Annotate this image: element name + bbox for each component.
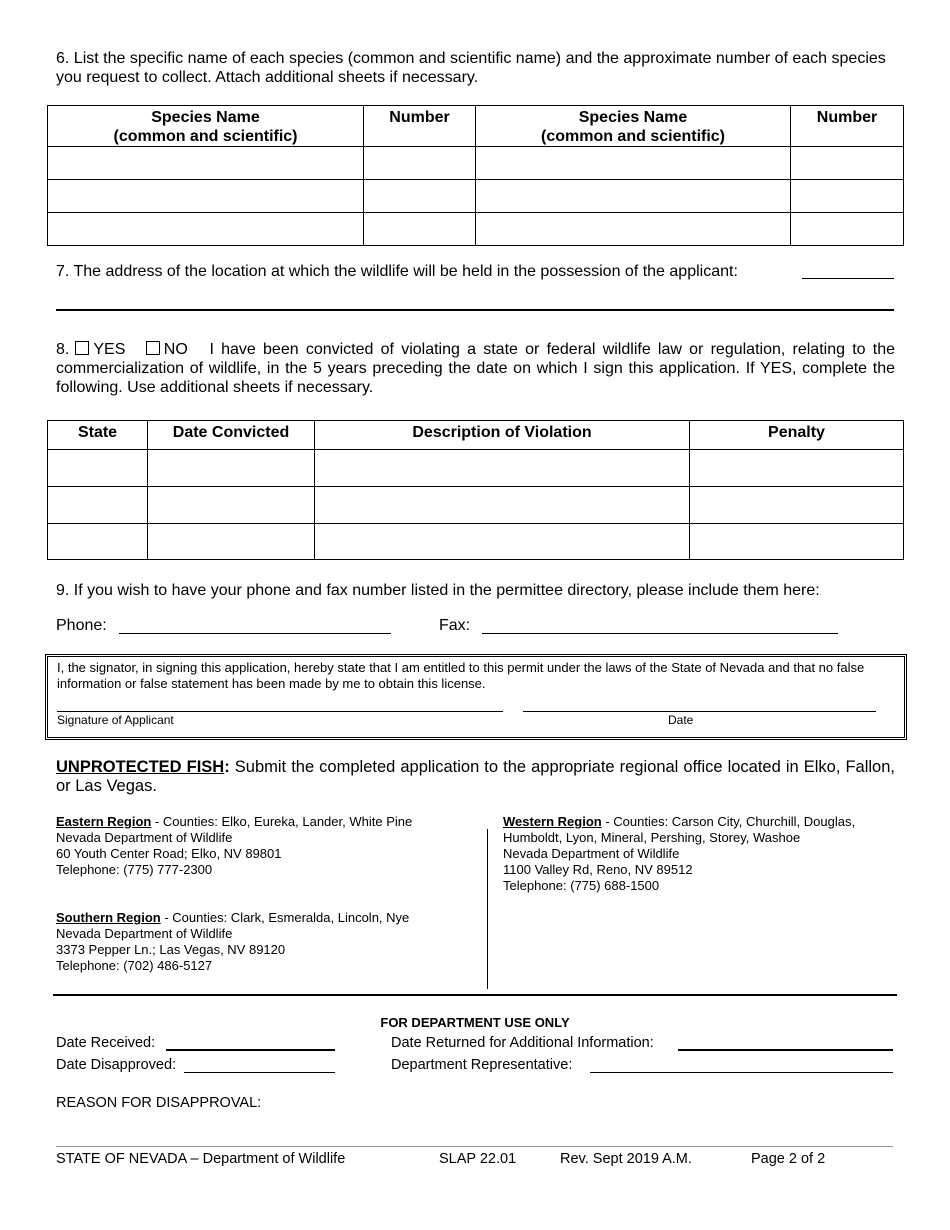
unprotected-fish-text: Submit the completed application to the appropriate regional office located in Elko, Fallon, or Las Vegas. <box>56 758 895 795</box>
reason-label: REASON FOR DISAPPROVAL: <box>56 1095 262 1111</box>
signature-field[interactable] <box>57 711 503 712</box>
signature-box <box>45 654 907 740</box>
footer-page-number: Page 2 of 2 <box>751 1151 826 1167</box>
western-region <box>503 814 898 894</box>
western-region-line: Nevada Department of Wildlife <box>503 846 680 861</box>
date-returned-label: Date Returned for Additional Information: <box>391 1035 654 1051</box>
footer-agency: STATE OF NEVADA – Department of Wildlife <box>56 1151 346 1167</box>
unprotected-fish-colon: : <box>224 758 230 776</box>
eastern-region-name: Eastern Region <box>56 814 152 829</box>
date-cell[interactable] <box>148 524 315 560</box>
description-cell[interactable] <box>315 487 690 524</box>
number-cell[interactable] <box>364 213 476 246</box>
phone-label: Phone: <box>56 617 107 634</box>
date-returned-field[interactable] <box>678 1049 893 1051</box>
date-disapproved-field[interactable] <box>184 1072 335 1073</box>
unprotected-fish-paragraph <box>56 758 895 796</box>
signature-statement: I, the signator, in signing this application, hereby state that I am entitled to this permit under the laws of the State of Nevada and that no false information or false statement has been made by me to obtain this license. <box>57 660 865 691</box>
footer-rule <box>56 1146 893 1147</box>
southern-region-name: Southern Region <box>56 910 161 925</box>
southern-region-counties: - Counties: Clark, Esmeralda, Lincoln, Nye <box>160 910 410 925</box>
number-cell[interactable] <box>791 213 904 246</box>
yes-checkbox[interactable] <box>75 341 89 355</box>
eastern-region-address: 60 Youth Center Road; Elko, NV 89801 <box>56 846 282 861</box>
date-received-label: Date Received: <box>56 1035 156 1051</box>
section-divider <box>53 994 897 996</box>
number-header-2: Number <box>791 106 904 147</box>
convictions-table <box>47 420 904 560</box>
eastern-region-phone: Telephone: (775) 777-2300 <box>56 862 213 877</box>
address-field-line-2[interactable] <box>56 309 894 311</box>
penalty-header: Penalty <box>690 421 904 450</box>
state-cell[interactable] <box>48 487 148 524</box>
q8-number: 8. <box>56 341 70 358</box>
number-cell[interactable] <box>791 180 904 213</box>
date-cell[interactable] <box>148 450 315 487</box>
western-region-address: 1100 Valley Rd, Reno, NV 89512 <box>503 862 693 877</box>
address-field-line[interactable] <box>802 278 894 279</box>
species-cell[interactable] <box>48 147 364 180</box>
fax-field[interactable] <box>482 633 838 634</box>
species-cell[interactable] <box>476 180 791 213</box>
eastern-region <box>56 814 476 878</box>
date-disapproved-label: Date Disapproved: <box>56 1057 177 1073</box>
signature-date-label: Date <box>668 713 694 727</box>
species-name-header-1: Species Name (common and scientific) <box>48 106 364 147</box>
state-cell[interactable] <box>48 524 148 560</box>
penalty-cell[interactable] <box>690 524 904 560</box>
species-cell[interactable] <box>476 213 791 246</box>
question-8-text <box>56 340 895 397</box>
signature-date-field[interactable] <box>523 711 876 712</box>
description-cell[interactable] <box>315 450 690 487</box>
footer-revision: Rev. Sept 2019 A.M. <box>560 1151 692 1167</box>
number-cell[interactable] <box>364 147 476 180</box>
signature-label: Signature of Applicant <box>57 713 174 727</box>
table-row <box>48 450 904 487</box>
unprotected-fish-title: UNPROTECTED FISH <box>56 758 225 776</box>
penalty-cell[interactable] <box>690 487 904 524</box>
question-9-text: 9. If you wish to have your phone and fax number listed in the permittee directory, please include them here: <box>56 582 820 599</box>
question-7-text: 7. The address of the location at which the wildlife will be held in the possession of the applicant: <box>56 263 738 280</box>
description-cell[interactable] <box>315 524 690 560</box>
species-name-header-2: Species Name (common and scientific) <box>476 106 791 147</box>
date-received-field[interactable] <box>166 1049 335 1051</box>
representative-label: Department Representative: <box>391 1057 573 1073</box>
no-checkbox[interactable] <box>146 341 160 355</box>
penalty-cell[interactable] <box>690 450 904 487</box>
table-row <box>48 147 904 180</box>
southern-region <box>56 910 476 974</box>
yes-label: YES <box>93 341 126 358</box>
number-cell[interactable] <box>364 180 476 213</box>
species-cell[interactable] <box>48 213 364 246</box>
fax-label: Fax: <box>439 617 471 634</box>
phone-field[interactable] <box>119 633 391 634</box>
footer-form-number: SLAP 22.01 <box>439 1151 517 1167</box>
eastern-region-counties: - Counties: Elko, Eureka, Lander, White Pine <box>151 814 413 829</box>
state-header: State <box>48 421 148 450</box>
question-6-text: 6. List the specific name of each species (common and scientific name) and the approximate number of each species you request to collect. Attach additional sheets if necessary. <box>56 50 886 86</box>
number-cell[interactable] <box>791 147 904 180</box>
western-region-counties: - Counties: Carson City, Churchill, Douglas, Humboldt, Lyon, Mineral, Pershing, Storey, Washoe <box>503 814 856 845</box>
date-cell[interactable] <box>148 487 315 524</box>
representative-field[interactable] <box>590 1072 893 1073</box>
number-header-1: Number <box>364 106 476 147</box>
dept-use-heading: FOR DEPARTMENT USE ONLY <box>380 1015 570 1030</box>
species-cell[interactable] <box>476 147 791 180</box>
southern-region-phone: Telephone: (702) 486-5127 <box>56 958 213 973</box>
date-convicted-header: Date Convicted <box>148 421 315 450</box>
table-row <box>48 180 904 213</box>
species-cell[interactable] <box>48 180 364 213</box>
table-row <box>48 524 904 560</box>
q8-statement: I have been convicted of violating a state or federal wildlife law or regulation, relating to the commercialization of wildlife, in the 5 years preceding the date on which I sign this application. If YES, complete the following. Use additional sheets if necessary. <box>56 341 896 396</box>
state-cell[interactable] <box>48 450 148 487</box>
no-label: NO <box>163 341 188 358</box>
region-divider <box>487 829 488 989</box>
description-header: Description of Violation <box>315 421 690 450</box>
table-row <box>48 487 904 524</box>
southern-region-address: 3373 Pepper Ln.; Las Vegas, NV 89120 <box>56 942 286 957</box>
table-row <box>48 213 904 246</box>
western-region-phone: Telephone: (775) 688-1500 <box>503 878 660 893</box>
western-region-name: Western Region <box>503 814 602 829</box>
eastern-region-line: Nevada Department of Wildlife <box>56 830 233 845</box>
species-table <box>47 105 904 246</box>
southern-region-line: Nevada Department of Wildlife <box>56 926 233 941</box>
